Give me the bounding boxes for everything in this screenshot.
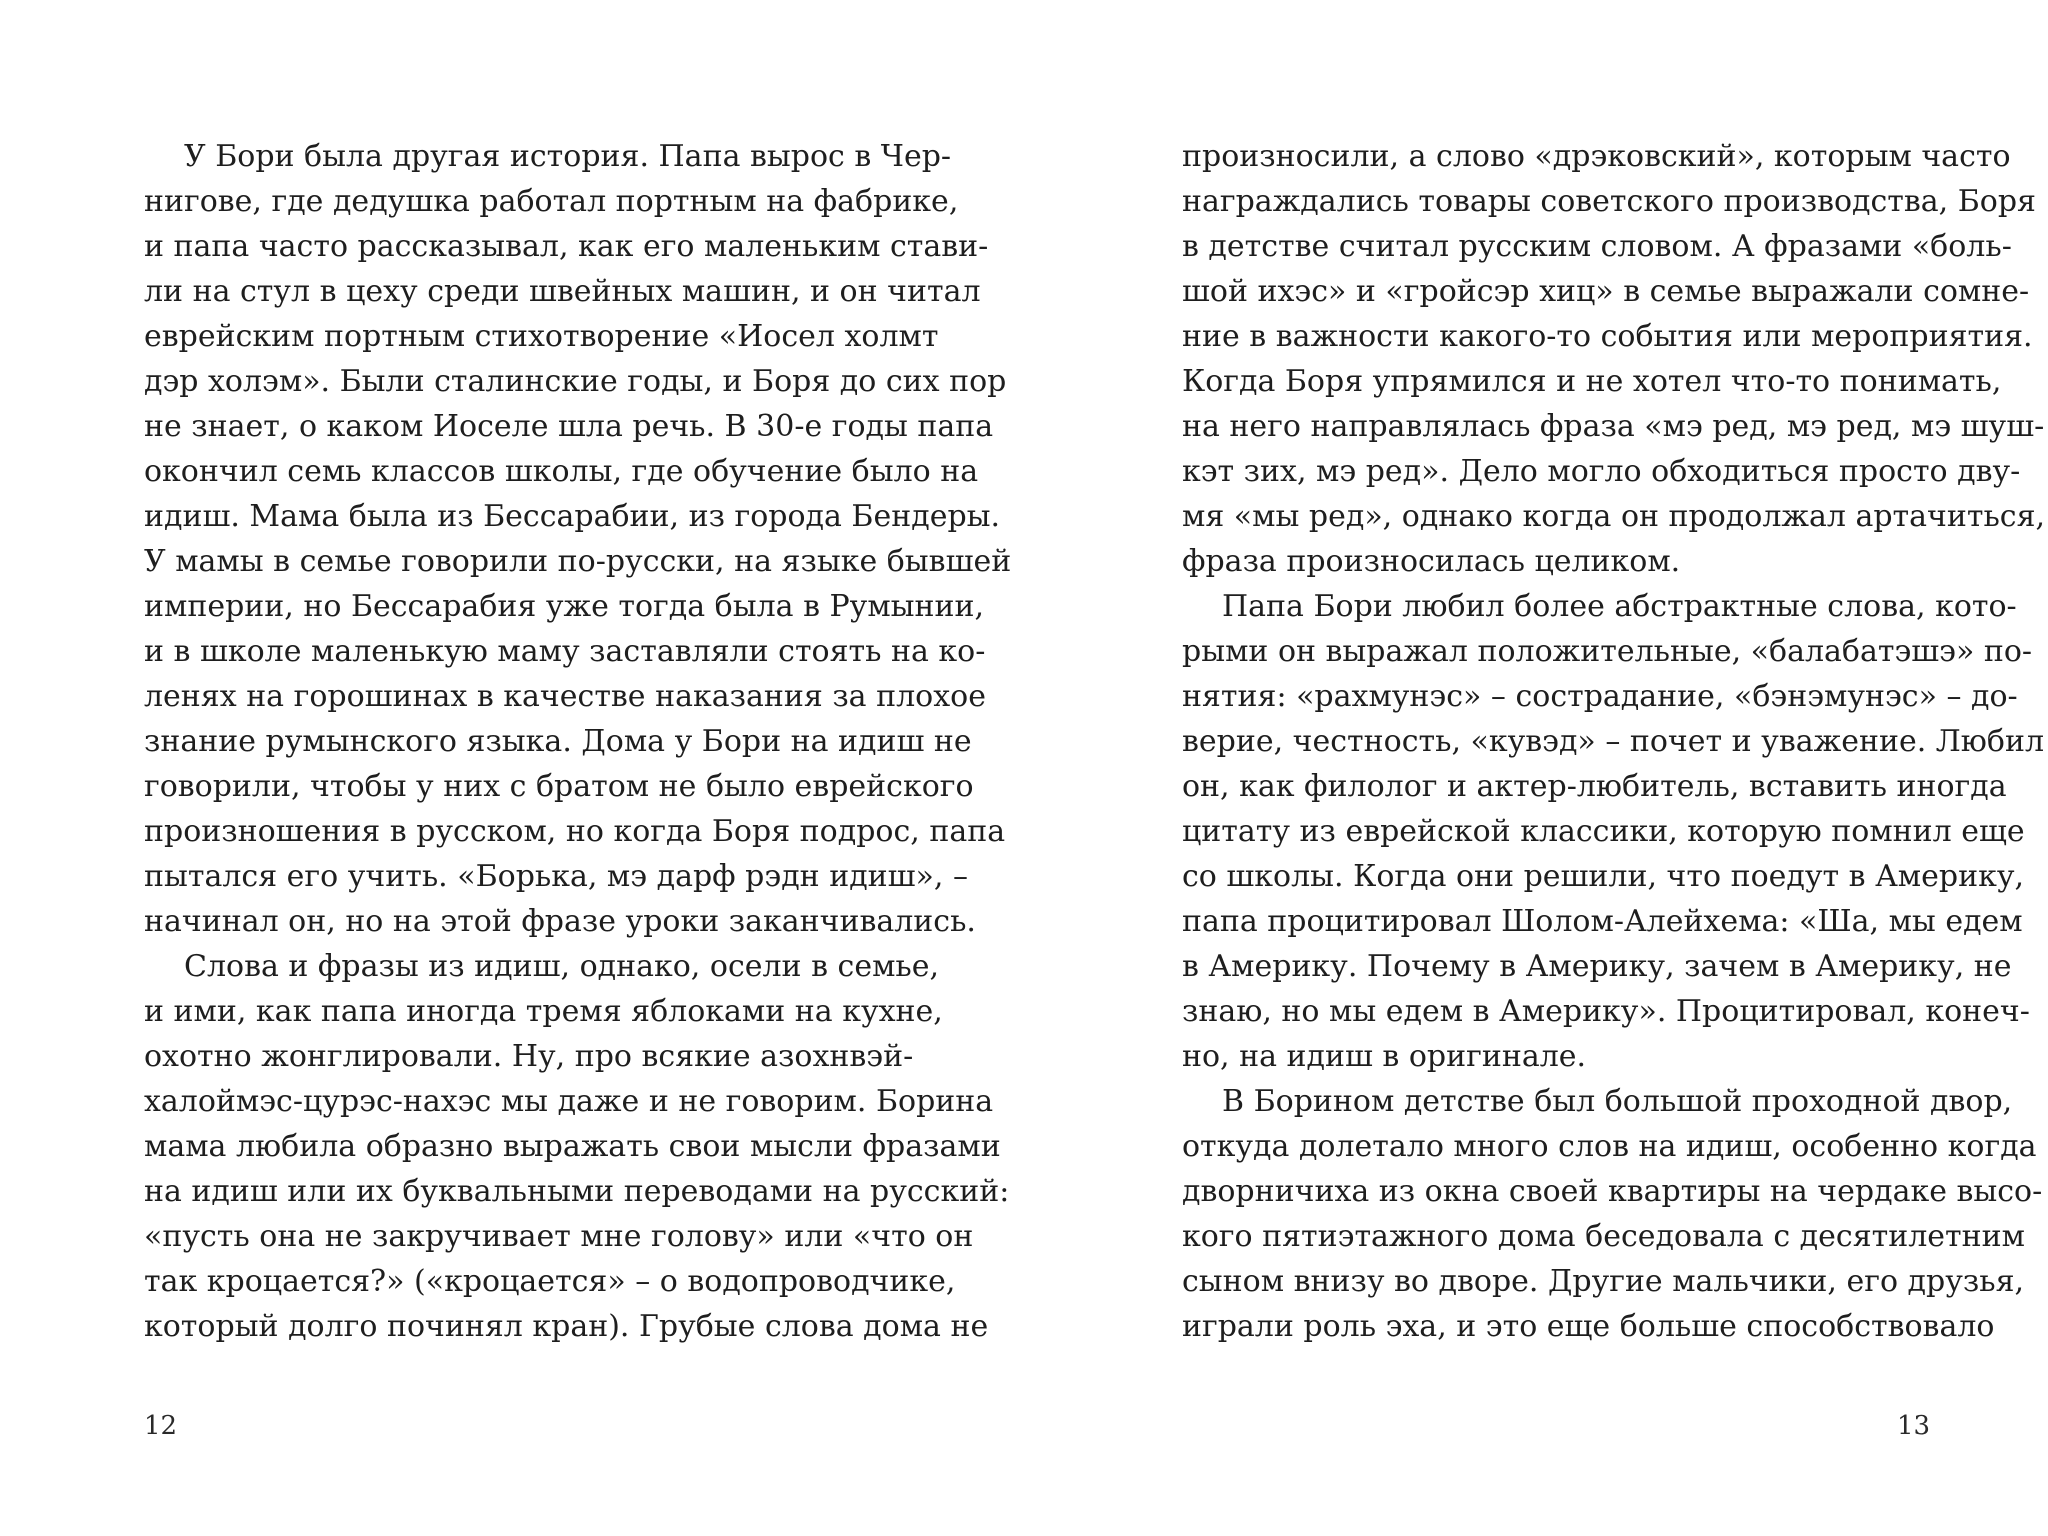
text-line: нигове, где дедушка работал портным на фабрике,	[144, 184, 959, 219]
text-line: шой ихэс» и «гройсэр хиц» в семье выражали сомне-	[1182, 274, 2030, 309]
right-page-text	[1182, 134, 2046, 1349]
text-line: мама любила образно выражать свои мысли фразами	[144, 1129, 1001, 1164]
text-line: кэт зих, мэ ред». Дело могло обходиться просто дву-	[1182, 454, 2021, 489]
text-line: ленях на горошинах в качестве наказания за плохое	[144, 679, 986, 714]
text-line: говорили, чтобы у них с братом не было еврейского	[144, 769, 974, 804]
text-line: Слова и фразы из идиш, однако, осели в семье,	[184, 949, 940, 984]
text-line: охотно жонглировали. Ну, про всякие азохнвэй-	[144, 1039, 914, 1074]
text-line: и ими, как папа иногда тремя яблоками на кухне,	[144, 994, 943, 1029]
text-line: окончил семь классов школы, где обучение было на	[144, 454, 979, 489]
text-line: верие, честность, «кувэд» – почет и уважение. Любил	[1182, 724, 2045, 759]
text-line: в детстве считал русским словом. А фразами «боль-	[1182, 229, 2012, 264]
text-line: знание румынского языка. Дома у Бори на идиш не	[144, 724, 972, 759]
text-line: пытался его учить. «Борька, мэ дарф рэдн идиш», –	[144, 859, 968, 894]
text-line: фраза произносилась целиком.	[1182, 544, 1681, 579]
text-line: Когда Боря упрямился и не хотел что-то понимать,	[1182, 364, 2002, 399]
text-line: нятия: «рахмунэс» – сострадание, «бэнэмунэс» – до-	[1182, 679, 2018, 714]
text-line: он, как филолог и актер-любитель, вставить иногда	[1182, 769, 2007, 804]
text-line: но, на идиш в оригинале.	[1182, 1039, 1587, 1074]
text-line: кого пятиэтажного дома беседовала с десятилетним	[1182, 1219, 2025, 1254]
left-page-text	[144, 134, 1012, 1349]
page-number-right: 13	[1897, 1411, 1931, 1441]
text-line: ли на стул в цеху среди швейных машин, и он читал	[144, 274, 981, 309]
text-line: империи, но Бессарабия уже тогда была в Румынии,	[144, 589, 985, 624]
text-line: В Борином детстве был большой проходной двор,	[1222, 1084, 2013, 1119]
text-line: и в школе маленькую маму заставляли стоять на ко-	[144, 634, 986, 669]
text-line: награждались товары советского производства, Боря	[1182, 184, 2036, 219]
page-number-left: 12	[144, 1411, 178, 1441]
text-line: в Америку. Почему в Америку, зачем в Америку, не	[1182, 949, 2012, 984]
text-line: халоймэс-цурэс-нахэс мы даже и не говорим. Борина	[144, 1084, 994, 1119]
text-line: цитату из еврейской классики, которую помнил еще	[1182, 814, 2025, 849]
right-page	[1024, 0, 2048, 1536]
text-line: еврейским портным стихотворение «Иосел холмт	[144, 319, 939, 354]
text-line: на него направлялась фраза «мэ ред, мэ ред, мэ шуш-	[1182, 409, 2045, 444]
text-line: папа процитировал Шолом-Алейхема: «Ша, мы едем	[1182, 904, 2023, 939]
text-line: произношения в русском, но когда Боря подрос, папа	[144, 814, 1006, 849]
text-line: произносили, а слово «дрэковский», которым часто	[1182, 139, 2011, 174]
text-line: У мамы в семье говорили по-русски, на языке бывшей	[144, 544, 1012, 579]
text-line: ние в важности какого-то события или мероприятия.	[1182, 319, 2033, 354]
text-line: откуда долетало много слов на идиш, особенно когда	[1182, 1129, 2037, 1164]
text-line: дэр холэм». Были сталинские годы, и Боря до сих пор	[144, 364, 1007, 399]
text-line: так кроцается?» («кроцается» – о водопроводчике,	[144, 1264, 956, 1299]
text-line: мя «мы ред», однако когда он продолжал артачиться,	[1182, 499, 2046, 534]
text-line: знаю, но мы едем в Америку». Процитировал, конеч-	[1182, 994, 2030, 1029]
text-line: У Бори была другая история. Папа вырос в Чер-	[184, 139, 952, 174]
text-line: начинал он, но на этой фразе уроки заканчивались.	[144, 904, 976, 939]
text-line: Папа Бори любил более абстрактные слова, кото-	[1222, 589, 2017, 624]
text-line: «пусть она не закручивает мне голову» или «что он	[144, 1219, 974, 1254]
text-line: со школы. Когда они решили, что поедут в Америку,	[1182, 859, 2025, 894]
text-line: и папа часто рассказывал, как его маленьким стави-	[144, 229, 989, 264]
text-line: играли роль эха, и это еще больше способствовало	[1182, 1309, 1995, 1344]
text-line: который долго починял кран). Грубые слова дома не	[144, 1309, 989, 1344]
text-line: на идиш или их буквальными переводами на русский:	[144, 1174, 1010, 1209]
text-line: идиш. Мама была из Бессарабии, из города Бендеры.	[144, 499, 1001, 534]
text-line: не знает, о каком Иоселе шла речь. В 30-е годы папа	[144, 409, 994, 444]
text-line: дворничиха из окна своей квартиры на чердаке высо-	[1182, 1174, 2043, 1209]
text-line: сыном внизу во дворе. Другие мальчики, его друзья,	[1182, 1264, 2025, 1299]
text-line: рыми он выражал положительные, «балабатэшэ» по-	[1182, 634, 2033, 669]
